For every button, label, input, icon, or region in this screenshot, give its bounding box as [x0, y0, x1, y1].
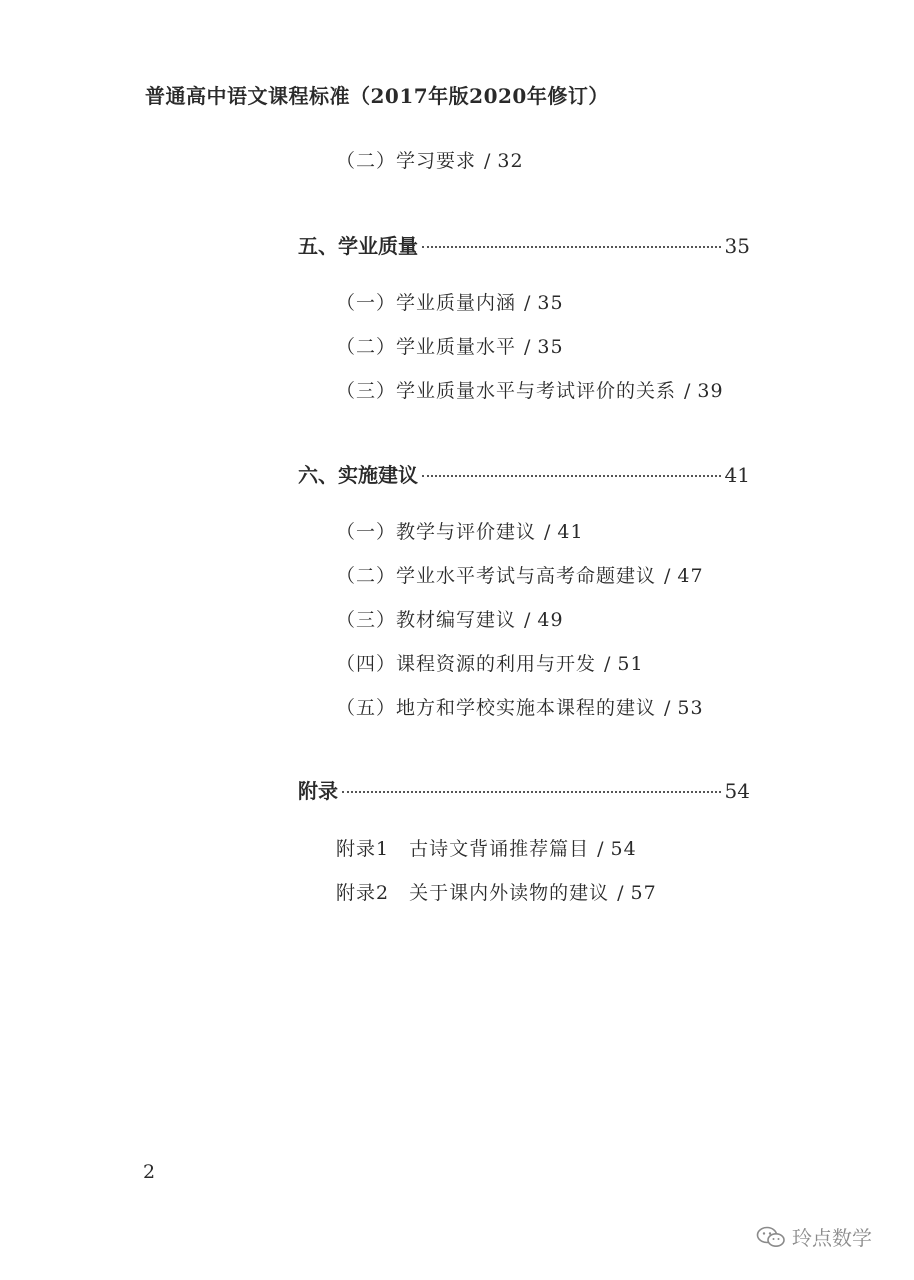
watermark-text: 玲点数学 [792, 1226, 872, 1250]
toc-item[interactable] [336, 605, 564, 632]
toc-separator: / [684, 380, 692, 402]
toc-separator: / [597, 838, 605, 860]
toc-item-page: 39 [697, 380, 724, 402]
toc-separator: / [484, 150, 492, 172]
watermark [756, 1222, 872, 1251]
toc-item-label: （四）课程资源的利用与开发 [336, 653, 597, 675]
toc-separator: / [544, 521, 552, 543]
toc-separator: / [604, 653, 612, 675]
toc-separator: / [617, 882, 625, 904]
toc-item-label: （二）学业水平考试与高考命题建议 [336, 565, 657, 587]
toc-item-page: 53 [677, 697, 704, 719]
toc-item[interactable] [336, 693, 704, 720]
toc-item-page: 54 [610, 838, 637, 860]
toc-item[interactable] [336, 517, 584, 544]
toc-item-page: 57 [630, 882, 657, 904]
toc-section-title: 五、学业质量 [298, 234, 418, 258]
toc-section-title: 附录 [298, 779, 338, 803]
toc-item-label: （二）学业质量水平 [336, 336, 517, 358]
toc-item-label: （三）教材编写建议 [336, 609, 517, 631]
toc-item-page: 35 [537, 292, 564, 314]
toc-item[interactable] [336, 332, 564, 359]
toc-separator: / [664, 697, 672, 719]
dot-leader [422, 475, 721, 477]
toc-item-label: 附录1 古诗文背诵推荐篇目 [336, 838, 590, 860]
toc-item-label: 附录2 关于课内外读物的建议 [336, 882, 610, 904]
toc-item-label: （五）地方和学校实施本课程的建议 [336, 697, 657, 719]
toc-item-page: 51 [617, 653, 644, 675]
toc-item[interactable] [336, 834, 637, 861]
toc-item[interactable] [336, 561, 704, 588]
dot-leader [342, 791, 721, 793]
toc-item-page: 41 [557, 521, 584, 543]
toc-separator: / [524, 292, 532, 314]
toc-separator: / [664, 565, 672, 587]
toc-section-5[interactable] [298, 230, 750, 259]
toc-separator: / [524, 609, 532, 631]
toc-item[interactable] [336, 146, 524, 173]
toc-item-page: 32 [497, 150, 524, 172]
toc-item[interactable] [336, 376, 724, 403]
toc-section-title: 六、实施建议 [298, 463, 418, 487]
wechat-icon [756, 1225, 786, 1249]
toc-item[interactable] [336, 288, 564, 315]
toc-item-label: （一）教学与评价建议 [336, 521, 537, 543]
toc-section-appendix[interactable] [298, 775, 750, 804]
toc-item-page: 47 [677, 565, 704, 587]
dot-leader [422, 246, 721, 248]
toc-item-label: （三）学业质量水平与考试评价的关系 [336, 380, 677, 402]
toc-section-6[interactable] [298, 459, 750, 488]
running-head-title: 普通高中语文课程标准（2017年版2020年修订） [145, 84, 609, 108]
toc-item-label: （一）学业质量内涵 [336, 292, 517, 314]
toc-item[interactable] [336, 649, 644, 676]
toc-section-page: 41 [724, 463, 750, 487]
toc-item[interactable] [336, 878, 657, 905]
toc-section-page: 35 [724, 234, 750, 258]
toc-item-label: （二）学习要求 [336, 150, 477, 172]
toc-item-page: 35 [537, 336, 564, 358]
toc-section-page: 54 [724, 779, 750, 803]
toc-separator: / [524, 336, 532, 358]
page-number: 2 [143, 1161, 156, 1183]
toc-item-page: 49 [537, 609, 564, 631]
